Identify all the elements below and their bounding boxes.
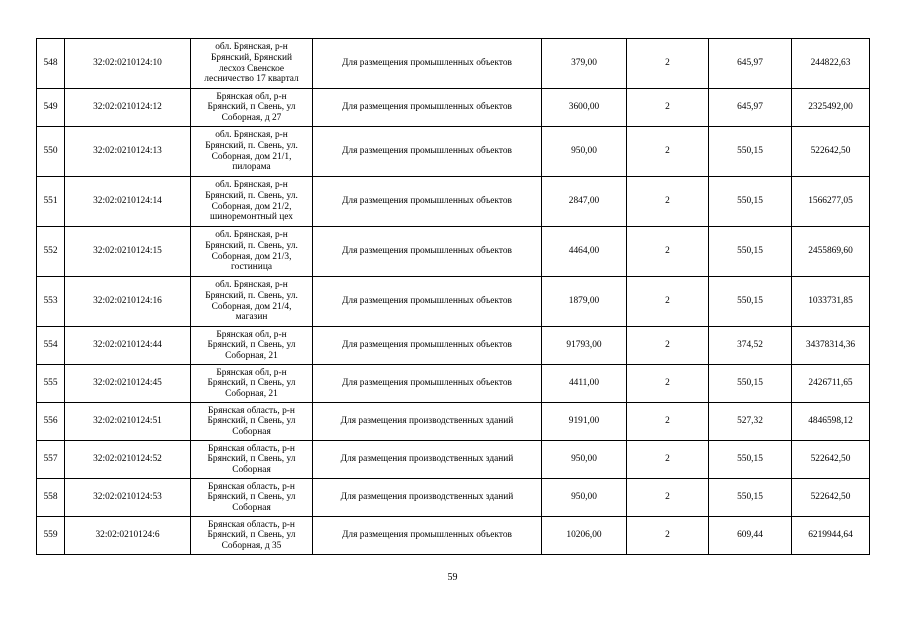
area-cell: 950,00 [542,441,627,479]
cadastral-value-cell: 2455869,60 [792,227,870,277]
use-group-cell: 2 [627,39,709,89]
table-row [37,327,870,365]
land-plots-table [36,38,870,555]
specific-value-cell: 550,15 [709,177,792,227]
table-row [37,277,870,327]
use-group-cell: 2 [627,479,709,517]
specific-value-cell: 645,97 [709,89,792,127]
row-number-cell: 552 [37,227,65,277]
cadastral-number-cell: 32:02:0210124:44 [65,327,191,365]
address-cell: Брянская обл, р-н Брянский, п Свень, ул Соборная, 21 [191,327,313,365]
address-cell: Брянская область, р-н Брянский, п Свень, ул Соборная [191,441,313,479]
cadastral-value-cell: 2426711,65 [792,365,870,403]
specific-value-cell: 609,44 [709,517,792,555]
cadastral-value-cell: 34378314,36 [792,327,870,365]
cadastral-number-cell: 32:02:0210124:15 [65,227,191,277]
address-cell: Брянская область, р-н Брянский, п Свень, ул Соборная [191,403,313,441]
cadastral-value-cell: 1033731,85 [792,277,870,327]
cadastral-number-cell: 32:02:0210124:16 [65,277,191,327]
address-cell: Брянская область, р-н Брянский, п Свень, ул Соборная [191,479,313,517]
land-use-cell: Для размещения производственных зданий [313,441,542,479]
area-cell: 950,00 [542,479,627,517]
table-body [37,39,870,555]
land-use-cell: Для размещения промышленных объектов [313,327,542,365]
use-group-cell: 2 [627,441,709,479]
table-row [37,403,870,441]
table-row [37,227,870,277]
cadastral-value-cell: 522642,50 [792,441,870,479]
use-group-cell: 2 [627,177,709,227]
page-number: 59 [447,572,458,583]
row-number-cell: 556 [37,403,65,441]
land-use-cell: Для размещения промышленных объектов [313,517,542,555]
cadastral-value-cell: 244822,63 [792,39,870,89]
cadastral-value-cell: 6219944,64 [792,517,870,555]
address-cell: Брянская область, р-н Брянский, п Свень, ул Соборная, д 35 [191,517,313,555]
area-cell: 2847,00 [542,177,627,227]
specific-value-cell: 550,15 [709,227,792,277]
row-number-cell: 554 [37,327,65,365]
cadastral-number-cell: 32:02:0210124:52 [65,441,191,479]
area-cell: 950,00 [542,127,627,177]
land-use-cell: Для размещения промышленных объектов [313,177,542,227]
area-cell: 1879,00 [542,277,627,327]
specific-value-cell: 550,15 [709,479,792,517]
cadastral-number-cell: 32:02:0210124:10 [65,39,191,89]
specific-value-cell: 550,15 [709,127,792,177]
row-number-cell: 558 [37,479,65,517]
table-row [37,441,870,479]
row-number-cell: 548 [37,39,65,89]
cadastral-number-cell: 32:02:0210124:53 [65,479,191,517]
table-row [37,177,870,227]
cadastral-number-cell: 32:02:0210124:12 [65,89,191,127]
row-number-cell: 555 [37,365,65,403]
land-use-cell: Для размещения производственных зданий [313,479,542,517]
address-cell: обл. Брянская, р-н Брянский, п. Свень, ул. Соборная, дом 21/4, магазин [191,277,313,327]
row-number-cell: 550 [37,127,65,177]
table-row [37,365,870,403]
use-group-cell: 2 [627,227,709,277]
address-cell: обл. Брянская, р-н Брянский, п. Свень, ул. Соборная, дом 21/3, гостиница [191,227,313,277]
cadastral-number-cell: 32:02:0210124:6 [65,517,191,555]
land-use-cell: Для размещения промышленных объектов [313,277,542,327]
area-cell: 3600,00 [542,89,627,127]
land-use-cell: Для размещения промышленных объектов [313,39,542,89]
cadastral-number-cell: 32:02:0210124:14 [65,177,191,227]
land-use-cell: Для размещения промышленных объектов [313,89,542,127]
table-row [37,479,870,517]
use-group-cell: 2 [627,327,709,365]
specific-value-cell: 550,15 [709,277,792,327]
address-cell: Брянская обл, р-н Брянский, п Свень, ул Соборная, д 27 [191,89,313,127]
area-cell: 4411,00 [542,365,627,403]
cadastral-value-cell: 522642,50 [792,127,870,177]
use-group-cell: 2 [627,277,709,327]
specific-value-cell: 374,52 [709,327,792,365]
cadastral-value-cell: 1566277,05 [792,177,870,227]
area-cell: 91793,00 [542,327,627,365]
table-row [37,127,870,177]
land-use-cell: Для размещения промышленных объектов [313,127,542,177]
use-group-cell: 2 [627,127,709,177]
cadastral-number-cell: 32:02:0210124:51 [65,403,191,441]
address-cell: Брянская обл, р-н Брянский, п Свень, ул Соборная, 21 [191,365,313,403]
specific-value-cell: 550,15 [709,365,792,403]
cadastral-number-cell: 32:02:0210124:45 [65,365,191,403]
area-cell: 379,00 [542,39,627,89]
table-row [37,89,870,127]
address-cell: обл. Брянская, р-н Брянский, Брянский лесхоз Свенское лесничество 17 квартал [191,39,313,89]
land-use-cell: Для размещения промышленных объектов [313,365,542,403]
cadastral-value-cell: 522642,50 [792,479,870,517]
area-cell: 4464,00 [542,227,627,277]
row-number-cell: 551 [37,177,65,227]
address-cell: обл. Брянская, р-н Брянский, п. Свень, ул. Соборная, дом 21/1, пилорама [191,127,313,177]
use-group-cell: 2 [627,517,709,555]
land-use-cell: Для размещения производственных зданий [313,403,542,441]
area-cell: 10206,00 [542,517,627,555]
table-row [37,39,870,89]
land-use-cell: Для размещения промышленных объектов [313,227,542,277]
use-group-cell: 2 [627,403,709,441]
cadastral-value-cell: 2325492,00 [792,89,870,127]
area-cell: 9191,00 [542,403,627,441]
cadastral-value-cell: 4846598,12 [792,403,870,441]
row-number-cell: 559 [37,517,65,555]
row-number-cell: 553 [37,277,65,327]
row-number-cell: 549 [37,89,65,127]
use-group-cell: 2 [627,89,709,127]
use-group-cell: 2 [627,365,709,403]
address-cell: обл. Брянская, р-н Брянский, п. Свень, ул. Соборная, дом 21/2, шиноремонтный цех [191,177,313,227]
specific-value-cell: 550,15 [709,441,792,479]
specific-value-cell: 527,32 [709,403,792,441]
table-row [37,517,870,555]
row-number-cell: 557 [37,441,65,479]
cadastral-number-cell: 32:02:0210124:13 [65,127,191,177]
specific-value-cell: 645,97 [709,39,792,89]
